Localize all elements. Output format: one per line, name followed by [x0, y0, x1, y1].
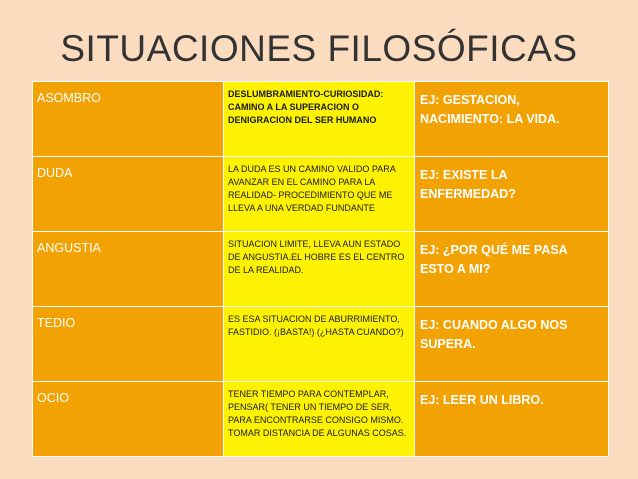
- situation-cell: [33, 157, 224, 232]
- example-cell: [415, 82, 609, 157]
- description-text: ES ESA SITUACION DE ABURRIMIENTO, FASTIDIO. (¡BASTA!) (¿HASTA CUANDO?): [228, 314, 404, 337]
- example-text: EJ: LEER UN LIBRO.: [420, 393, 544, 407]
- situation-label: ASOMBRO: [37, 91, 101, 105]
- slide-title: SITUACIONES FILOSÓFICAS: [60, 28, 578, 69]
- example-text: EJ: ¿POR QUÉ ME PASA ESTO A MI?: [420, 243, 568, 276]
- situations-table: [32, 81, 609, 457]
- situation-cell: [33, 232, 224, 307]
- example-text: EJ: EXISTE LA ENFERMEDAD?: [420, 168, 516, 201]
- description-cell: [224, 232, 415, 307]
- description-text: TENER TIEMPO PARA CONTEMPLAR, PENSAR( TENER UN TIEMPO DE SER, PARA ENCONTRARSE CONSIGO MISMO. TOMAR DISTANCIA DE ALGUNAS COSAS.: [228, 389, 407, 438]
- table-row: [33, 82, 609, 157]
- situation-cell: [33, 307, 224, 382]
- example-text: EJ: GESTACION, NACIMIENTO: LA VIDA.: [420, 93, 560, 126]
- table-row: [33, 382, 609, 457]
- example-cell: [415, 382, 609, 457]
- description-text: LA DUDA ES UN CAMINO VALIDO PARA AVANZAR EN EL CAMINO PARA LA REALIDAD- PROCEDIMIENTO QUE ME LLEVA A UNA VERDAD FUNDANTE: [228, 164, 396, 213]
- situation-cell: [33, 382, 224, 457]
- table-row: [33, 307, 609, 382]
- description-cell: [224, 82, 415, 157]
- example-cell: [415, 232, 609, 307]
- table-row: [33, 232, 609, 307]
- description-cell: [224, 307, 415, 382]
- situation-label: ANGUSTIA: [37, 241, 101, 255]
- situation-label: OCIO: [37, 391, 69, 405]
- situation-label: TEDIO: [37, 316, 76, 330]
- description-cell: [224, 157, 415, 232]
- example-cell: [415, 307, 609, 382]
- table-row: [33, 157, 609, 232]
- example-cell: [415, 157, 609, 232]
- situation-cell: [33, 82, 224, 157]
- situation-label: DUDA: [37, 166, 73, 180]
- description-text: DESLUMBRAMIENTO-CURIOSIDAD: CAMINO A LA SUPERACION O DENIGRACION DEL SER HUMANO: [228, 89, 384, 125]
- description-text: SITUACION LIMITE, LLEVA AUN ESTADO DE ANGUSTIA.EL HOBRE ES EL CENTRO DE LA REALIDAD.: [228, 239, 405, 275]
- description-cell: [224, 382, 415, 457]
- example-text: EJ: CUANDO ALGO NOS SUPERA.: [420, 318, 568, 351]
